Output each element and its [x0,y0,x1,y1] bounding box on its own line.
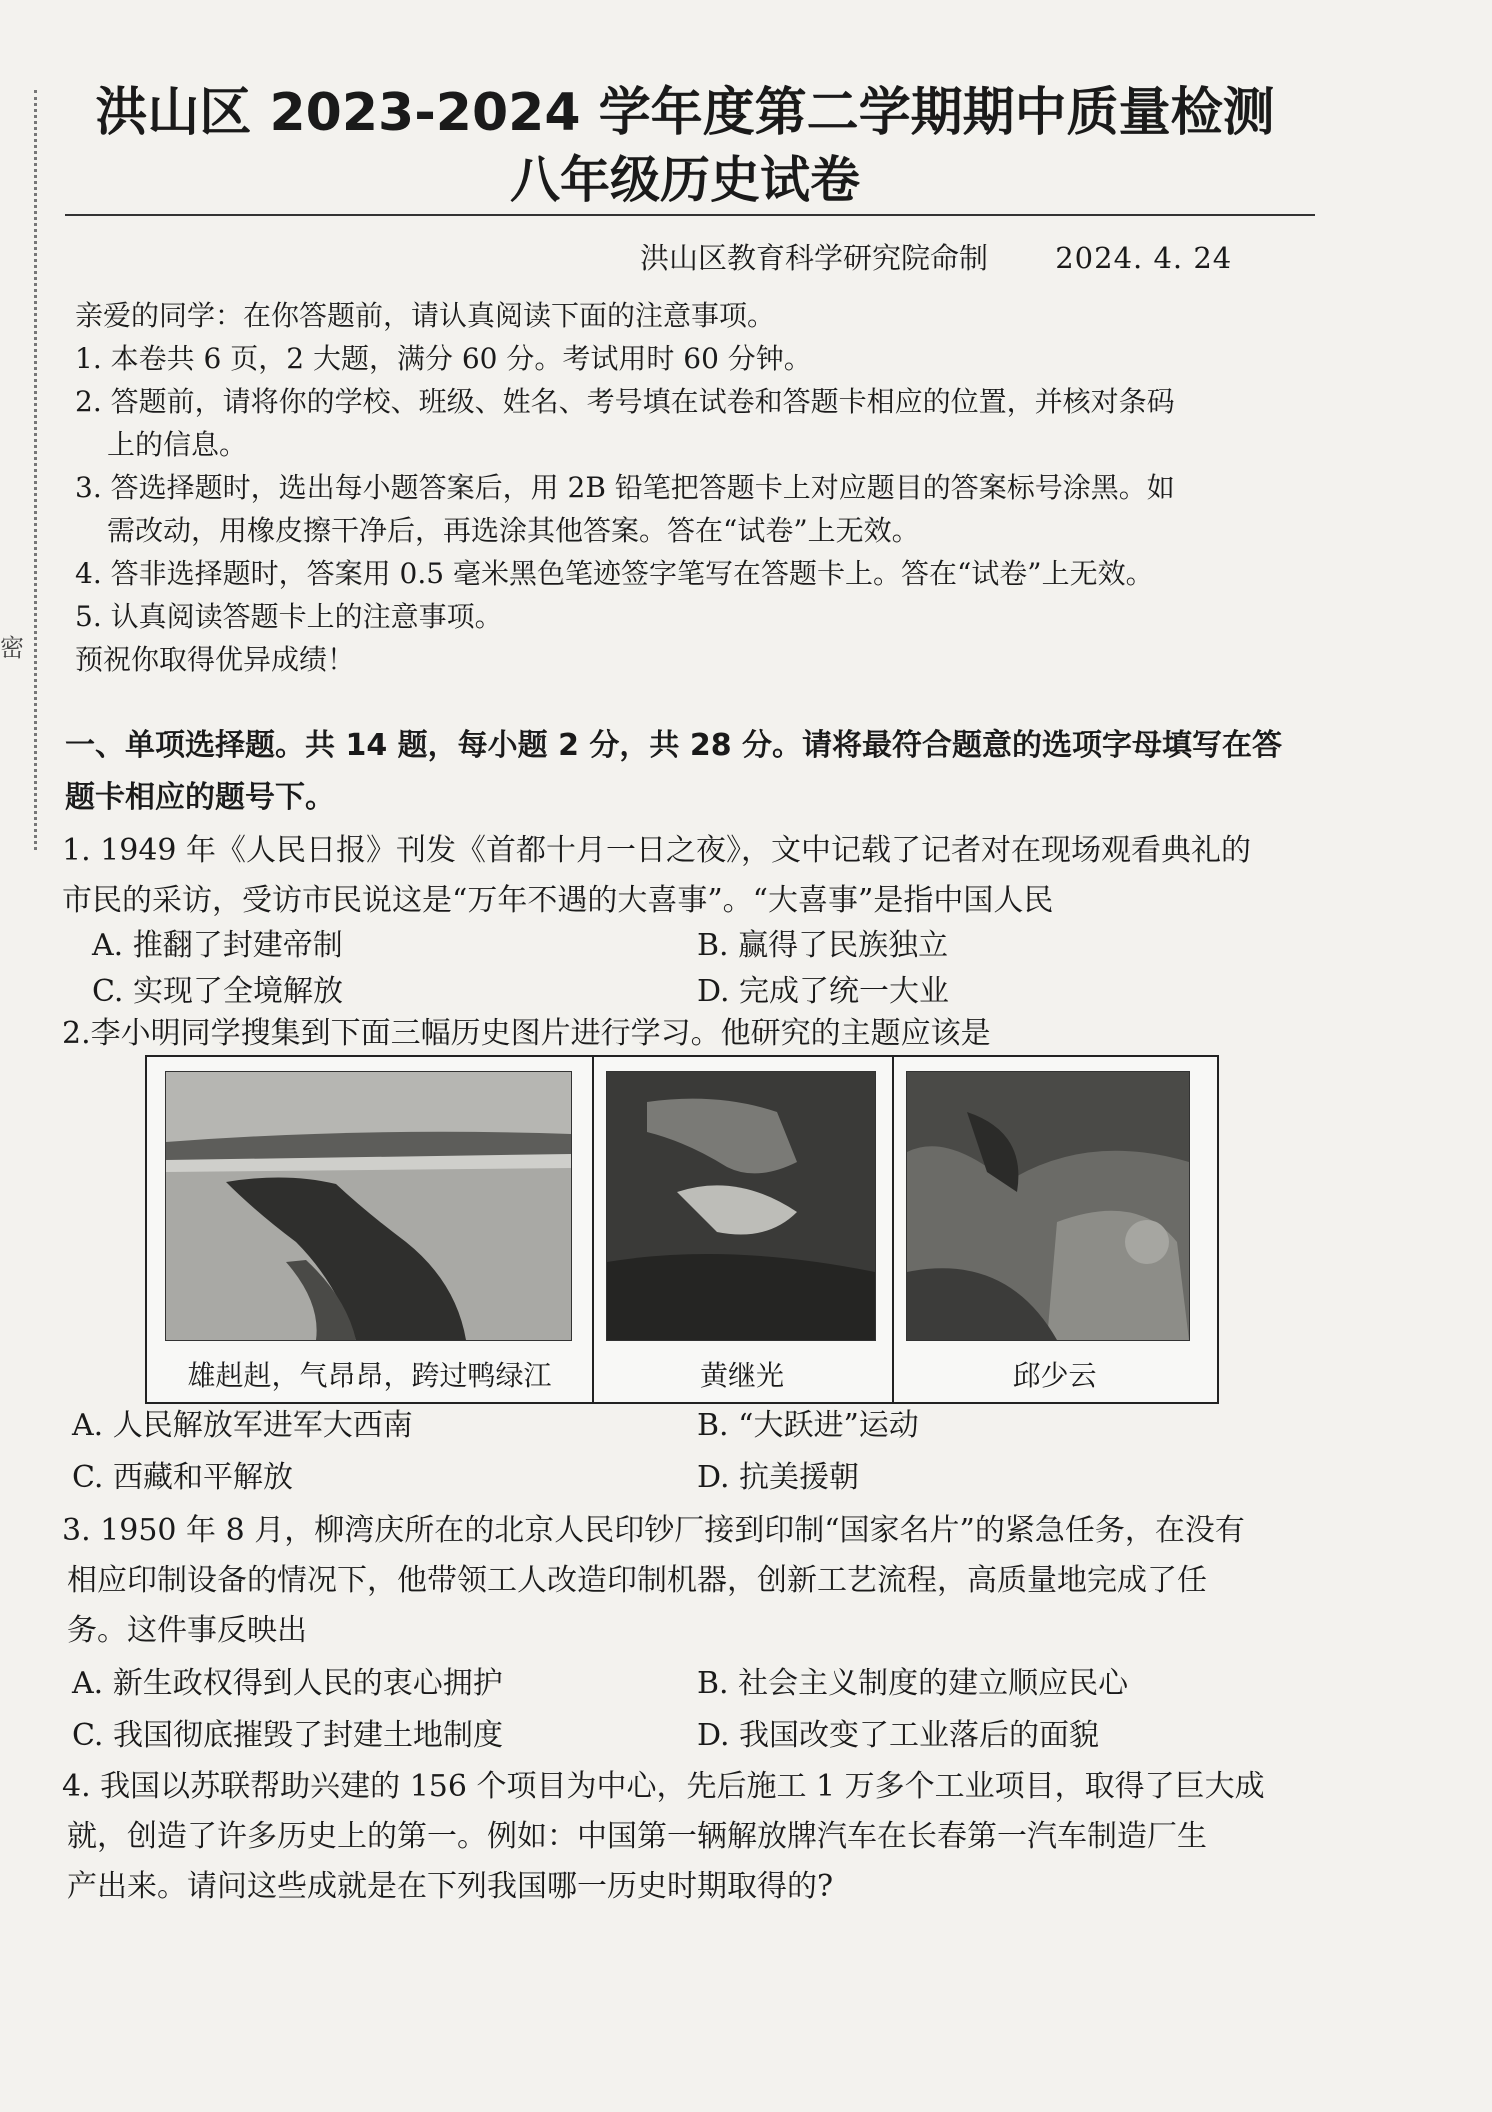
title-divider [65,214,1315,216]
question-3-option-c: C. 我国彻底摧毁了封建土地制度 [72,1718,503,1753]
question-4 [62,1762,1352,1912]
instruction-item: 2. 答题前，请将你的学校、班级、姓名、考号填在试卷和答题卡相应的位置，并核对条码 [75,385,1175,418]
exam-date: 2024. 4. 24 [1055,241,1233,275]
question-4-stem-line1: 4. 我国以苏联帮助兴建的 156 个项目为中心，先后施工 1 万多个工业项目，取得了巨大成 [62,1769,1265,1804]
photo-troops-crossing-river [165,1071,572,1341]
exam-instructions [75,294,1325,681]
question-1-option-a: A. 推翻了封建帝制 [92,928,343,963]
issuer-line [640,236,1232,277]
question-2-option-c: C. 西藏和平解放 [72,1460,293,1495]
photo-caption-2: 黄继光 [699,1359,784,1392]
question-1-stem-line1: 1. 1949 年《人民日报》刊发《首都十月一日之夜》，文中记载了记者对在现场观看典礼的 [62,833,1252,868]
question-2-option-b: B. “大跃进”运动 [697,1408,919,1443]
question-3 [62,1506,1352,1656]
question-3-stem-line3: 务。这件事反映出 [67,1613,307,1648]
seal-margin-mark: 密 [0,634,24,662]
section-heading-line2: 题卡相应的题号下。 [65,780,335,815]
photo-panel-1 [147,1057,594,1402]
photo-caption-1: 雄赳赳，气昂昂，跨过鸭绿江 [187,1359,552,1392]
question-3-option-b: B. 社会主义制度的建立顺应民心 [697,1666,1129,1701]
question-1-option-d: D. 完成了统一大业 [697,974,950,1009]
instruction-item: 4. 答非选择题时，答案用 0.5 毫米黑色笔迹签字笔写在答题卡上。答在“试卷”上无效。 [75,557,1154,590]
issuer: 洪山区教育科学研究院命制 [640,241,989,275]
photo-panel-2 [592,1057,894,1402]
photo-qiu-shaoyun [906,1071,1190,1341]
section-heading-line1: 一、单项选择题。共 14 题，每小题 2 分，共 28 分。请将最符合题意的选项字母填写在答 [65,728,1283,763]
question-2-option-d: D. 抗美援朝 [697,1460,860,1495]
photo-panel-3 [892,1057,1217,1402]
question-2-stem: 2.李小明同学搜集到下面三幅历史图片进行学习。他研究的主题应该是 [62,1016,991,1051]
question-1 [62,826,1352,926]
question-4-stem-line2: 就，创造了许多历史上的第一。例如：中国第一辆解放牌汽车在长春第一汽车制造厂生 [67,1819,1207,1854]
question-2-photo-strip [145,1055,1219,1404]
instructions-greeting: 亲爱的同学：在你答题前，请认真阅读下面的注意事项。 [75,299,776,332]
instruction-item: 需改动，用橡皮擦干净后，再选涂其他答案。答在“试卷”上无效。 [107,514,920,547]
question-2-option-a: A. 人民解放军进军大西南 [72,1408,413,1443]
exam-title-line1: 洪山区 2023-2024 学年度第二学期期中质量检测 [95,83,1275,143]
instruction-item: 1. 本卷共 6 页，2 大题，满分 60 分。考试用时 60 分钟。 [75,342,812,375]
instruction-item: 5. 认真阅读答题卡上的注意事项。 [75,600,503,633]
question-1-option-b: B. 赢得了民族独立 [697,928,949,963]
instruction-item: 上的信息。 [107,428,248,461]
question-3-option-d: D. 我国改变了工业落后的面貌 [697,1718,1100,1753]
instruction-item: 3. 答选择题时，选出每小题答案后，用 2B 铅笔把答题卡上对应题目的答案标号涂黑。如 [75,471,1175,504]
question-3-stem-line2: 相应印制设备的情况下，他带领工人改造印制机器，创新工艺流程，高质量地完成了任 [67,1563,1207,1598]
photo-huang-jiguang [606,1071,876,1341]
question-3-stem-line1: 3. 1950 年 8 月，柳湾庆所在的北京人民印钞厂接到印制“国家名片”的紧急任务，在没有 [62,1513,1245,1548]
question-1-option-c: C. 实现了全境解放 [92,974,343,1009]
question-3-option-a: A. 新生政权得到人民的衷心拥护 [72,1666,503,1701]
exam-title-line2: 八年级历史试卷 [510,151,860,209]
photo-caption-3: 邱少云 [1012,1359,1097,1392]
question-1-stem-line2: 市民的采访，受访市民说这是“万年不遇的大喜事”。“大喜事”是指中国人民 [62,883,1054,918]
question-4-stem-line3: 产出来。请问这些成就是在下列我国哪一历史时期取得的? [67,1869,834,1904]
section-heading [65,720,1325,824]
instructions-closing: 预祝你取得优异成绩！ [75,643,356,676]
